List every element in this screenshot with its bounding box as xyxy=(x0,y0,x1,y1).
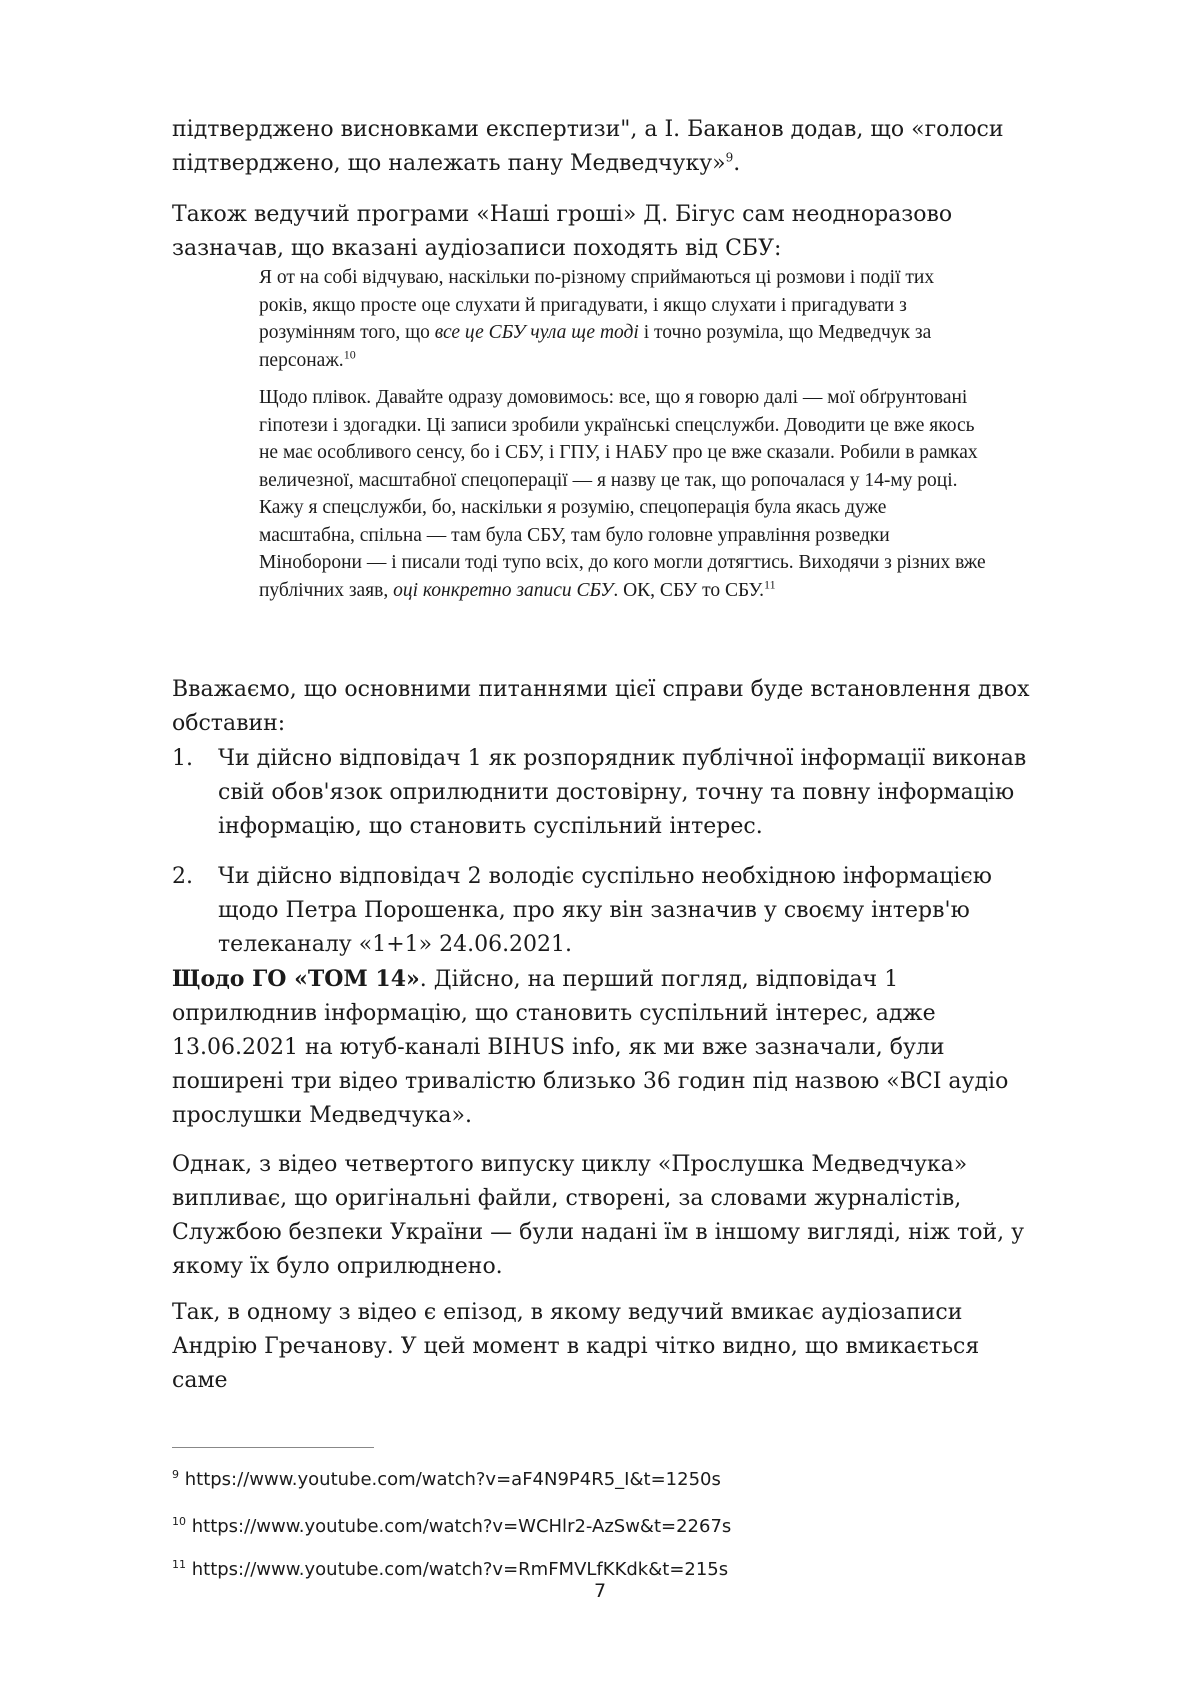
footnote-ref-10: 10 xyxy=(343,347,356,361)
block-quote-1 xyxy=(259,264,987,374)
quote-text: Щодо плівок. Давайте одразу домовимось: все, що я говорю далі — мої обґрунтовані гіпотези і здогадки. Ці записи зробили українські спецслужби. Доводити це вже якось не має особливого сенсу, бо і СБУ, і ГПУ, і НАБУ про це вже сказали. Робили в рамках величезної, масштабної спецоперації — я назву це так, що ропочалася у 14-му році. Кажу я спецслужби, бо, наскільки я розумію, спецоперація була якась дуже масштабна, спільна — там була СБУ, там було головне управління розведки Міноборони — і писали тоді тупо всіх, до кого могли дотягтись. Виходячи з різних вже публічних заяв, xyxy=(259,387,986,601)
paragraph-expertise xyxy=(172,113,1030,181)
quote-italic: все це СБУ чула ще тоді xyxy=(434,322,639,343)
footnote-link[interactable]: https://www.youtube.com/watch?v=WCHlr2-AzSw&t=2267s xyxy=(191,1516,732,1537)
list-item-2: Чи дійсно відповідач 2 володіє суспільно необхідною інформацією щодо Петра Порошенка, про яку він зазначив у своєму інтерв'ю телеканалу «1+1» 24.06.2021. xyxy=(218,864,992,957)
footnote-number: 11 xyxy=(172,1558,186,1571)
footnote-link[interactable]: https://www.youtube.com/watch?v=RmFMVLfKKdk&t=215s xyxy=(191,1559,729,1580)
footnote-number: 10 xyxy=(172,1515,186,1528)
quote-text: . ОК, СБУ то СБУ. xyxy=(613,579,765,601)
page-number: 7 xyxy=(593,1580,607,1602)
footnote-10 xyxy=(172,1515,731,1539)
quote-text: Я от на собі відчуваю, наскільки по-різному сприймаються ці розмови і події тих років, якщо просте оце слухати й пригадувати, і якщо слухати і пригадувати з розумінням того, що xyxy=(259,267,935,343)
paragraph-bigus: Також ведучий програми «Наші гроші» Д. Бігус сам неодноразово зазначав, що вказані аудіозаписи походять від СБУ: xyxy=(172,202,953,261)
list-number: 2. xyxy=(172,864,193,889)
list-item-1: Чи дійсно відповідач 1 як розпорядник публічної інформації виконав свій обов'язок оприлюднити достовірну, точну та повну інформацію інформацію, що становить суспільний інтерес. xyxy=(218,746,1027,839)
paragraph-bold-lead: Щодо ГО «ТОМ 14» xyxy=(172,966,420,992)
paragraph-questions: Вважаємо, що основними питаннями цієї справи буде встановлення двох обставин: xyxy=(172,677,1030,736)
footnote-divider xyxy=(172,1447,374,1448)
paragraph-episode: Так, в одному з відео є епізод, в якому ведучий вмикає аудіозаписи Андрію Гречанову. У цей момент в кадрі чітко видно, що вмикається саме xyxy=(172,1300,980,1393)
footnote-link[interactable]: https://www.youtube.com/watch?v=aF4N9P4R5_I&t=1250s xyxy=(184,1469,721,1490)
list-number: 1. xyxy=(172,746,193,771)
quote-text: і точно розуміла, що Медведчук за персонаж. xyxy=(259,322,932,371)
paragraph-end: . xyxy=(733,151,741,176)
footnote-9 xyxy=(172,1468,721,1492)
paragraph-however: Однак, з відео четвертого випуску циклу «Прослушка Медведчука» випливає, що оригінальні файли, створені, за словами журналістів, Службою безпеки України — були надані їм в іншому вигляді, ніж той, у якому їх було оприлюднено. xyxy=(172,1152,1025,1279)
footnote-ref-11: 11 xyxy=(764,577,776,591)
quote-italic: оці конкретно записи СБУ xyxy=(393,579,614,601)
footnote-ref-9: 9 xyxy=(725,150,734,165)
paragraph-text: . Дійсно, на перший погляд, відповідач 1 оприлюднив інформацію, що становить суспільний інтерес, адже 13.06.2021 на ютуб-каналі BIHUS info, як ми вже зазначали, були поширені три відео тривалістю близько 36 годин під назвою «ВСІ аудіо прослушки Медведчука». xyxy=(172,967,1009,1128)
paragraph-tom14 xyxy=(172,962,1030,1133)
block-quote-2 xyxy=(259,384,987,604)
paragraph-text: підтверджено висновками експертизи", а І. Баканов додав, що «голоси підтверджено, що належать пану Медведчуку» xyxy=(172,117,1004,176)
footnote-number: 9 xyxy=(172,1468,179,1481)
